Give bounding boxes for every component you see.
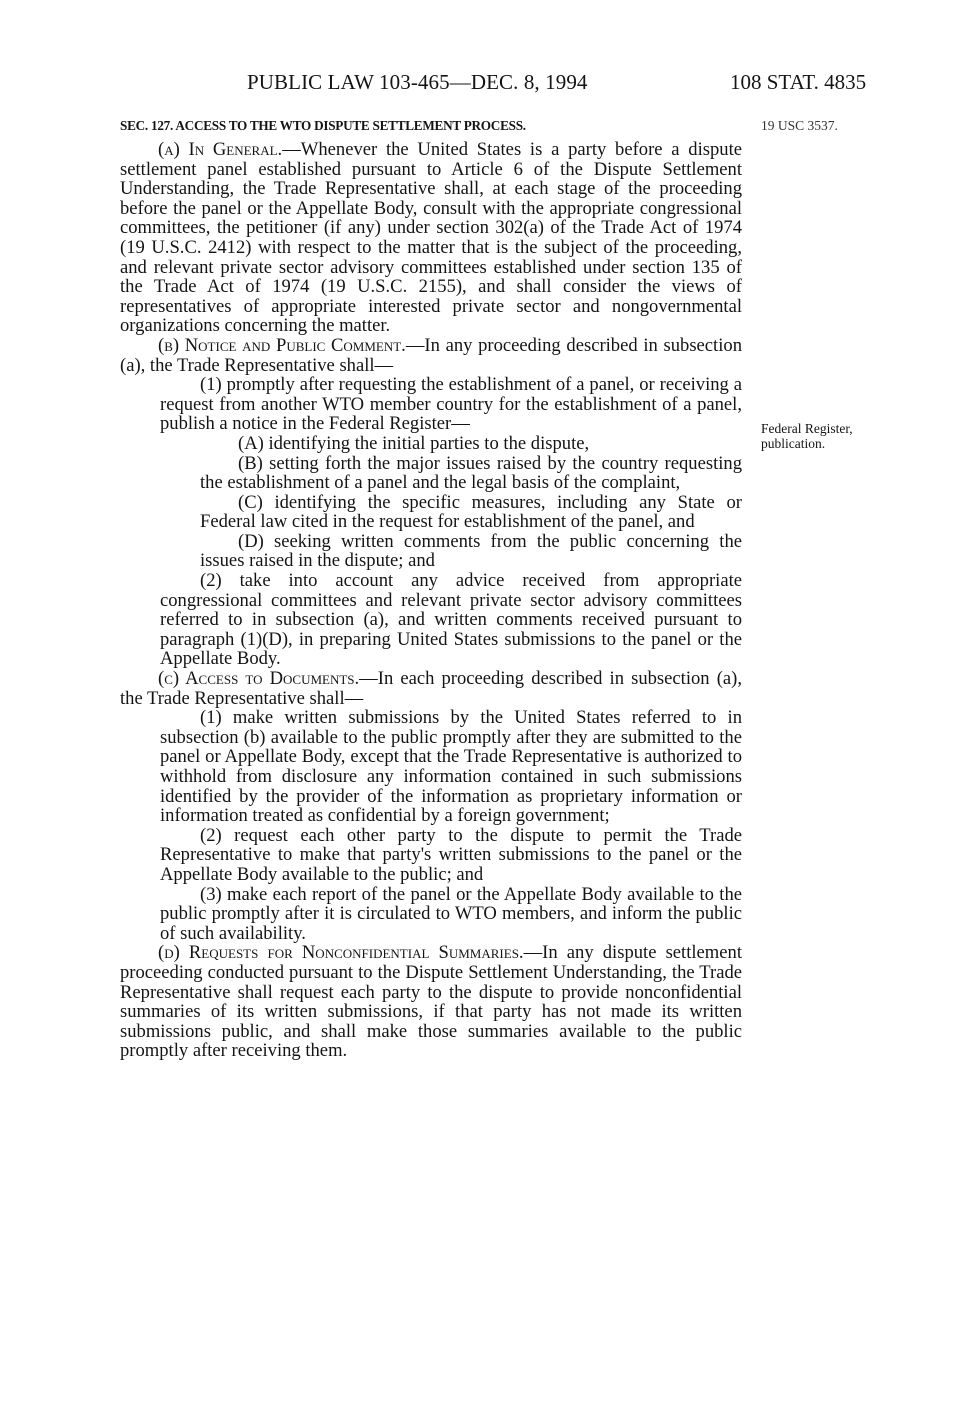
subsection-b-paragraph-1: (1) promptly after requesting the establishment of a panel, or receiving a request from another WTO member country for the establishment of a panel, publish a notice in the Federal Register— (160, 374, 742, 435)
subsection-b (120, 336, 742, 375)
subsection-b-text: —In any proceeding described in subsection (a), the Trade Representative shall— (120, 334, 742, 376)
subsection-b-label: (b) Notice and Public Comment. (158, 334, 406, 356)
subsection-b-clause-b: (B) setting forth the major issues raised by the country requesting the establishment of a panel and the legal basis of the complaint, (200, 452, 742, 494)
subsection-c (120, 669, 742, 708)
subsection-c-text: —In each proceeding described in subsection (a), the Trade Representative shall— (120, 668, 742, 709)
subsection-d-label: (d) Requests for Nonconfidential Summaries. (158, 942, 524, 964)
subsection-b-paragraph-2: (2) take into account any advice received from appropriate congressional committees and relevant private sector advisory committees referred to in subsection (a), and written comments received pursuant to paragraph (1)(D), in preparing United States submissions to the panel or the Appellate Body. (160, 570, 742, 670)
subsection-c-paragraph-2: (2) request each other party to the dispute to permit the Trade Representative to make that party's written submissions to the panel or the Appellate Body available to the public; and (160, 824, 742, 885)
subsection-b-clause-d: (D) seeking written comments from the public concerning the issues raised in the dispute; and (200, 530, 742, 572)
subsection-c-paragraph-1: (1) make written submissions by the United States referred to in subsection (b) available to the public promptly after they are submitted to the panel or Appellate Body, except that the Trade Representative is authorized to withhold from disclosure any information contained in such submissions identified by the provider of the information as proprietary information or information treated as confidential by a foreign government; (160, 707, 742, 827)
running-header-title: PUBLIC LAW 103-465—DEC. 8, 1994 (247, 70, 588, 94)
section-heading: SEC. 127. ACCESS TO THE WTO DISPUTE SETTLEMENT PROCESS. (120, 118, 526, 133)
subsection-b-clause-c: (C) identifying the specific measures, including any State or Federal law cited in the request for establishment of the panel, and (200, 491, 742, 533)
subsection-b-clause-a: (A) identifying the initial parties to the dispute, (238, 432, 590, 454)
federal-register-margin-note: Federal Register, publication. (761, 421, 853, 451)
subsection-c-label: (c) Access to Documents. (158, 668, 360, 690)
subsection-a (120, 140, 742, 336)
subsection-d (120, 943, 742, 1061)
subsection-a-label: (a) In General. (158, 139, 283, 160)
usc-margin-note: 19 USC 3537. (761, 118, 838, 133)
subsection-c-paragraph-3: (3) make each report of the panel or the Appellate Body available to the public promptly after it is circulated to WTO members, and inform the public of such availability. (160, 883, 742, 944)
statute-page-number: 108 STAT. 4835 (730, 70, 867, 94)
subsection-a-text: —Whenever the United States is a party before a dispute settlement panel established pursuant to Article 6 of the Dispute Settlement Understanding, the Trade Representative shall, at each stage of the proceeding before the panel or the Appellate Body, consult with the appropriate congressional committees, the petitioner (if any) under section 302(a) of the Trade Act of 1974 (19 U.S.C. 2412) with respect to the matter that is the subject of the proceeding, and relevant private sector advisory committees established under section 135 of the Trade Act of 1974 (19 U.S.C. 2155), and shall consider the views of representatives of appropriate interested private sector and nongovernmental organizations concerning the matter. (120, 139, 742, 337)
subsection-d-text: —In any dispute settlement proceeding conducted pursuant to the Dispute Settlement Understanding, the Trade Representative shall request each party to the dispute to provide nonconfidential summaries of its written submissions, if that party has not made its written submissions public, and shall make those summaries available to the public promptly after receiving them. (120, 942, 742, 1062)
section-body (120, 140, 742, 1061)
